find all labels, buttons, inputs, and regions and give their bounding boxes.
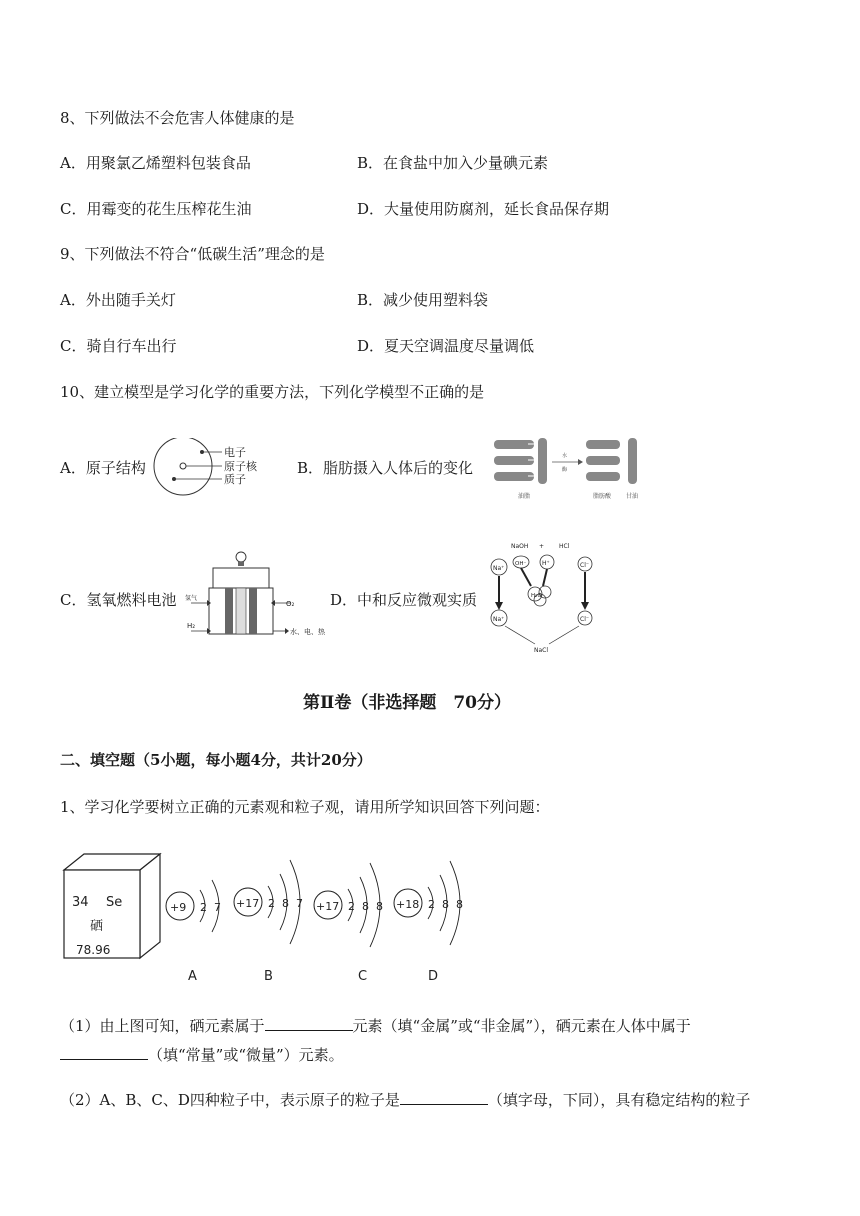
cell-label-o2: O₂ [286,600,295,608]
q9-option-c: C．骑自行车出行 [60,337,177,355]
particle-a-shell-1: 2 [200,901,207,914]
particle-d-nucleus: +18 [396,898,420,911]
atom-label-electron: 电子 [224,446,246,459]
q8-option-c: C．用霉变的花生压榨花生油 [60,200,252,218]
fq1-sub1-line2 [60,1045,344,1065]
fq1-sub1-text-c: （填“常量”或“微量”）元素。 [148,1046,344,1064]
particle-c-shell-3: 8 [376,900,383,913]
fq1-sub2-text-a: （2）A、B、C、D四种粒子中，表示原子的粒子是 [60,1091,400,1109]
q9-stem: 9、下列做法不符合“低碳生活”理念的是 [60,245,325,263]
part2-title: 第Ⅱ卷（非选择题 70分） [303,693,511,713]
answer-blank-3[interactable] [400,1090,488,1105]
element-name: 硒 [90,919,104,934]
q10-option-c: C．氢氧燃料电池 [60,591,177,609]
neutralization-label-hcl: HCl [559,543,570,550]
particle-a-nucleus: +9 [170,901,187,914]
section-heading: 二、填空题（5小题，每小题4分，共计20分） [60,751,372,769]
fat-label-water: 水 [562,453,568,459]
fat-digestion-figure [490,434,650,504]
neutralization-ion-oh: OH⁻ [515,561,527,567]
fq1-sub2-text-b: （填字母，下同），具有稳定结构的粒子 [487,1091,751,1109]
element-number: 34 [72,895,89,910]
atom-structure-figure [150,438,270,498]
neutralization-figure [485,540,600,660]
q10-option-b: B．脂肪摄入人体后的变化 [297,459,474,477]
neutralization-ion-cl-after: Cl⁻ [580,616,590,623]
particle-d-shell-2: 8 [442,898,449,911]
q8-option-b: B．在食盐中加入少量碘元素 [357,154,549,172]
neutralization-ion-na: Na⁺ [493,565,505,572]
particle-b-shell-3: 7 [296,897,303,910]
particle-b-shell-2: 8 [282,897,289,910]
fq1-sub1-text-b: 元素（填“金属”或“非金属”），硒元素在人体中属于 [352,1017,691,1035]
particle-a-shell-2: 7 [214,901,221,914]
q10-option-d: D．中和反应微观实质 [330,591,478,609]
fq1-sub1-text-a: （1）由上图可知，硒元素属于 [60,1017,265,1035]
answer-blank-1[interactable] [265,1016,353,1031]
particle-b-nucleus: +17 [236,897,260,910]
fat-label-oil: 油脂 [518,493,531,500]
particle-b-label: B [264,969,273,984]
particle-c-shell-2: 8 [362,900,369,913]
q9-option-a: A．外出随手关灯 [60,291,176,309]
fq1-sub2-line [60,1090,750,1110]
particle-d-shell-3: 8 [456,898,463,911]
neutralization-ion-h: H⁺ [542,560,550,567]
neutralization-ion-cl: Cl⁻ [580,562,590,569]
atom-label-nucleus: 原子核 [224,460,257,473]
cell-label-products: 水、电、热 [290,628,325,636]
particle-d-shell-1: 2 [428,898,435,911]
q10-stem: 10、建立模型是学习化学的重要方法，下列化学模型不正确的是 [60,383,485,401]
neutralization-label-plus: + [539,543,545,550]
q9-option-b: B．减少使用塑料袋 [357,291,489,309]
q9-option-d: D．夏天空调温度尽量调低 [357,337,535,355]
answer-blank-2[interactable] [60,1045,148,1060]
fat-label-fatty-acid: 脂肪酸 [593,493,612,500]
fuel-cell-figure [183,548,333,644]
particle-d-label: D [428,969,439,984]
q8-option-d: D．大量使用防腐剂，延长食品保存期 [357,200,610,218]
q8-stem: 8、下列做法不会危害人体健康的是 [60,109,295,127]
neutralization-product: NaCl [534,647,549,654]
particle-c-shell-1: 2 [348,900,355,913]
cell-label-hydrogen: 氢气 [185,595,198,602]
q8-option-a: A．用聚氯乙烯塑料包装食品 [60,154,251,172]
fq1-stem: 1、学习化学要树立正确的元素观和粒子观，请用所学知识回答下列问题： [60,798,550,816]
fat-label-enzyme: 酶 [562,467,568,473]
atom-label-proton: 质子 [224,473,246,486]
q10-option-a: A．原子结构 [60,459,146,477]
particle-a-label: A [188,969,197,984]
element-card-side [140,854,160,958]
particle-c-nucleus: +17 [316,900,340,913]
cell-label-h2: H₂ [187,622,196,630]
fat-label-glycerol: 甘油 [626,493,639,500]
particle-b-shell-1: 2 [268,897,275,910]
neutralization-label-naoh: NaOH [511,543,529,550]
neutralization-water: H₂O [531,593,542,599]
element-particles-figure [60,848,480,988]
fq1-sub1-line1 [60,1016,691,1036]
element-symbol: Se [106,895,123,910]
element-mass: 78.96 [76,943,111,957]
neutralization-ion-na-after: Na⁺ [493,616,505,623]
particle-c-label: C [358,969,368,984]
